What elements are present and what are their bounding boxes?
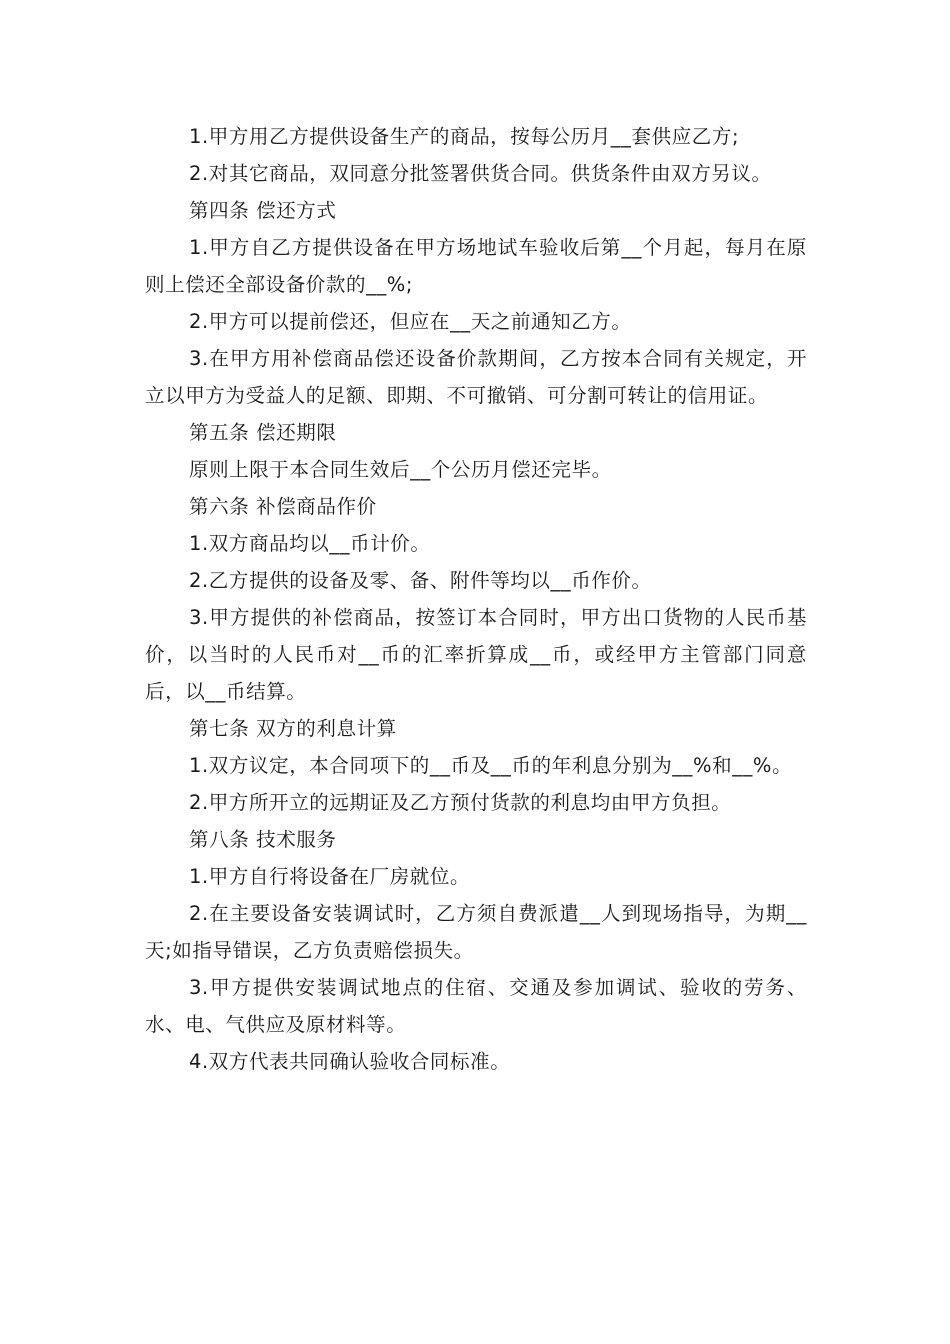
clause-8-item-4: 4.双方代表共同确认验收合同标准。 xyxy=(189,1050,511,1073)
clause-5-body: 原则上限于本合同生效后__个公历月偿还完毕。 xyxy=(189,458,612,481)
clause-5-heading: 第五条 偿还期限 xyxy=(189,421,337,444)
clause-6-item-2: 2.乙方提供的设备及零、备、附件等均以__币作价。 xyxy=(189,569,652,592)
clause-6-item-1: 1.双方商品均以__币计价。 xyxy=(189,532,431,555)
clause-8-item-2: 2.在主要设备安装调试时，乙方须自费派遣__人到现场指导，为期__天;如指导错误，乙方负责赔偿损失。 xyxy=(145,902,807,962)
clause-6-heading: 第六条 补偿商品作价 xyxy=(189,495,377,518)
clause-7-item-1: 1.双方议定，本合同项下的__币及__币的年利息分别为__%和__%。 xyxy=(189,754,793,777)
clause-8-item-1: 1.甲方自行将设备在厂房就位。 xyxy=(189,865,471,888)
clause-7-heading: 第七条 双方的利息计算 xyxy=(189,717,397,740)
clause-4-heading: 第四条 偿还方式 xyxy=(189,199,337,222)
clause-4-item-2: 2.甲方可以提前偿还，但应在__天之前通知乙方。 xyxy=(189,310,632,333)
clause-8-heading: 第八条 技术服务 xyxy=(189,828,337,851)
clause-3-item-2: 2.对其它商品，双同意分批签署供货合同。供货条件由双方另议。 xyxy=(189,162,772,185)
clause-7-item-2: 2.甲方所开立的远期证及乙方预付货款的利息均由甲方负担。 xyxy=(189,791,732,814)
document-body xyxy=(145,118,807,1080)
clause-8-item-3: 3.甲方提供安装调试地点的住宿、交通及参加调试、验收的劳务、水、电、气供应及原材料等。 xyxy=(145,976,807,1036)
clause-3-item-1: 1.甲方用乙方提供设备生产的商品，按每公历月__套供应乙方; xyxy=(189,125,740,148)
clause-6-item-3: 3.甲方提供的补偿商品，按签订本合同时，甲方出口货物的人民币基价，以当时的人民币对__币的汇率折算成__币，或经甲方主管部门同意后，以__币结算。 xyxy=(145,606,807,703)
clause-4-item-3: 3.在甲方用补偿商品偿还设备价款期间，乙方按本合同有关规定，开立以甲方为受益人的足额、即期、不可撤销、可分割可转让的信用证。 xyxy=(145,347,807,407)
clause-4-item-1: 1.甲方自乙方提供设备在甲方场地试车验收后第__个月起，每月在原则上偿还全部设备价款的__%; xyxy=(145,236,807,296)
